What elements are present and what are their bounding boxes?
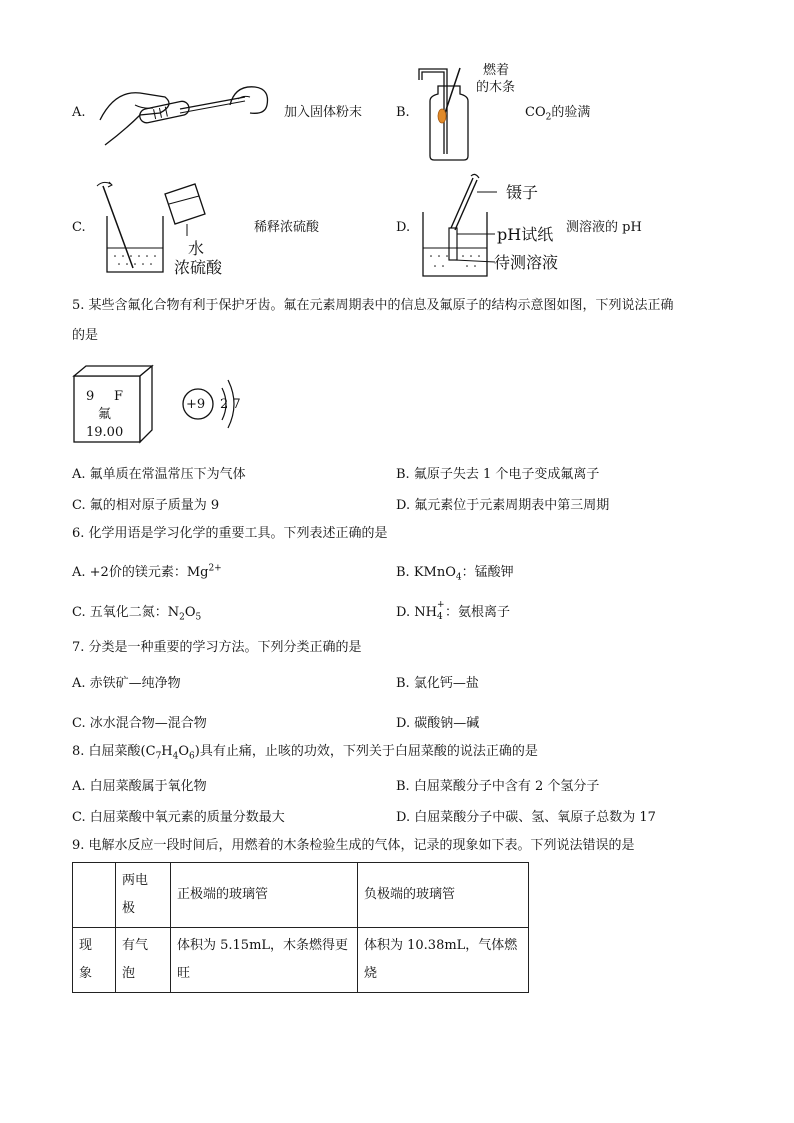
electrolysis-table — [72, 862, 529, 993]
figure-c-caption: 稀释浓硫酸 — [254, 220, 320, 235]
q6-c-subscript-1: 2 — [179, 612, 185, 623]
q8-option-c: C. 白屈菜酸中氧元素的质量分数最大 — [72, 810, 285, 825]
q8-o: O — [178, 744, 190, 759]
q7-option-c: C. 冰水混合物—混合物 — [72, 716, 207, 731]
option-d-letter: D. — [396, 220, 411, 235]
q8-sub-c: 7 — [155, 751, 162, 762]
add-powder-illustration — [95, 75, 275, 155]
q8-sub-h: 4 — [172, 751, 179, 762]
q6-a-superscript: 2+ — [208, 563, 222, 574]
splint-label-line2: 的木条 — [476, 80, 516, 95]
cell-bubbles — [116, 928, 171, 993]
cell-positive-line2: 旺 — [177, 966, 191, 981]
q6-option-a — [72, 561, 222, 580]
q6-b-rest: ：锰酸钾 — [461, 565, 514, 580]
q6-c-oxygen: O — [184, 605, 196, 620]
q7-option-d: D. 碳酸钠—碱 — [396, 716, 480, 731]
q6-option-b — [396, 561, 514, 583]
element-number: 9 — [86, 389, 95, 404]
q8-option-d: D. 白屈菜酸分子中碳、氢、氧原子总数为 17 — [396, 810, 656, 825]
element-symbol: F — [114, 389, 124, 404]
water-label: 水 — [188, 239, 205, 258]
q8-h: H — [161, 744, 173, 759]
q8-stem-pre: 8. 白屈菜酸(C — [72, 744, 156, 759]
cell-negative-line2: 烧 — [364, 966, 378, 981]
q6-stem: 6. 化学用语是学习化学的重要工具。下列表述正确的是 — [72, 526, 388, 541]
cell-bubbles-line1: 有气 — [122, 938, 149, 953]
atom-shell-electrons: 2 7 — [220, 397, 241, 412]
tweezers-label: 镊子 — [506, 183, 539, 202]
q8-option-a: A. 白屈菜酸属于氧化物 — [72, 779, 207, 794]
q8-sub-o: 6 — [189, 751, 195, 762]
header-electrodes-line1: 两电 — [122, 873, 149, 888]
row-label-line1: 现 — [79, 938, 93, 953]
table-row-observation — [73, 928, 529, 993]
cell-positive-line1: 体积为 5.15mL，木条燃得更 — [177, 938, 349, 953]
q7-option-b: B. 氯化钙—盐 — [396, 676, 479, 691]
q7-option-a: A. 赤铁矿—纯净物 — [72, 676, 181, 691]
splint-label-line1: 燃着 — [483, 63, 510, 78]
caption-co2-rest: 的验满 — [551, 105, 591, 120]
atom-nucleus-charge: +9 — [186, 397, 206, 412]
q6-d-text: D. NH — [396, 605, 437, 620]
q5-stem-line1: 5. 某些含氟化合物有利于保护牙齿。氟在元素周期表中的信息及氟原子的结构示意图如图，下列说法正确 — [72, 298, 674, 313]
q6-option-c — [72, 601, 201, 623]
cell-positive-observation — [171, 928, 358, 993]
conc-acid-label: 浓硫酸 — [174, 258, 223, 277]
element-name: 氟 — [98, 407, 112, 422]
row-label-line2: 象 — [79, 966, 93, 981]
cell-negative-observation — [358, 928, 529, 993]
option-a-letter: A. — [72, 105, 86, 120]
q6-b-text: B. KMnO — [396, 565, 456, 580]
header-electrodes-line2: 极 — [122, 901, 136, 916]
q6-d-rest: ：氨根离子 — [444, 605, 510, 620]
q8-stem — [72, 743, 538, 766]
q6-c-text: C. 五氧化二氮：N — [72, 605, 180, 620]
ph-paper-label: pH试纸 — [497, 225, 554, 244]
q6-d-subscript: 4 — [436, 611, 443, 622]
q6-c-subscript-2: 5 — [195, 612, 202, 623]
q5-option-b: B. 氟原子失去 1 个电子变成氟离子 — [396, 467, 600, 482]
figure-d-caption: 测溶液的 pH — [566, 220, 642, 235]
q6-a-text: A. +2价的镁元素：Mg — [72, 565, 209, 580]
q5-option-a: A. 氟单质在常温常压下为气体 — [72, 467, 246, 482]
q5-option-c: C. 氟的相对原子质量为 9 — [72, 498, 220, 513]
caption-co2-subscript: 2 — [545, 112, 552, 123]
element-mass: 19.00 — [86, 425, 124, 440]
table-header-electrodes — [116, 863, 171, 928]
table-header-negative: 负极端的玻璃管 — [358, 863, 529, 928]
q6-d-sup-sub — [436, 599, 445, 622]
cell-negative-line1: 体积为 10.38mL，气体燃 — [364, 938, 518, 953]
q6-option-d — [396, 601, 510, 620]
q5-option-d: D. 氟元素位于元素周期表中第三周期 — [396, 498, 610, 513]
co2-gas-bottle-illustration — [420, 66, 480, 161]
option-c-letter: C. — [72, 220, 86, 235]
q7-stem: 7. 分类是一种重要的学习方法。下列分类正确的是 — [72, 640, 362, 655]
option-b-letter: B. — [396, 105, 410, 120]
q5-stem-line2: 的是 — [72, 328, 99, 343]
q6-b-subscript: 4 — [455, 572, 462, 583]
cell-bubbles-line2: 泡 — [122, 966, 136, 981]
q8-option-b: B. 白屈菜酸分子中含有 2 个氢分子 — [396, 779, 600, 794]
figure-b-caption — [525, 104, 590, 127]
table-header-row — [73, 863, 529, 928]
q6-d-superscript: + — [436, 599, 445, 610]
table-header-positive: 正极端的玻璃管 — [171, 863, 358, 928]
row-label-observation — [73, 928, 116, 993]
caption-co2: CO — [525, 105, 546, 120]
test-solution-label: 待测溶液 — [494, 253, 559, 272]
table-cell-empty — [73, 863, 116, 928]
q8-stem-post: )具有止痛，止咳的功效，下列关于白屈菜酸的说法正确的是 — [194, 744, 538, 759]
q9-stem: 9. 电解水反应一段时间后，用燃着的木条检验生成的气体，记录的现象如下表。下列说法错误的是 — [72, 838, 635, 853]
figure-a-caption: 加入固体粉末 — [284, 105, 363, 120]
